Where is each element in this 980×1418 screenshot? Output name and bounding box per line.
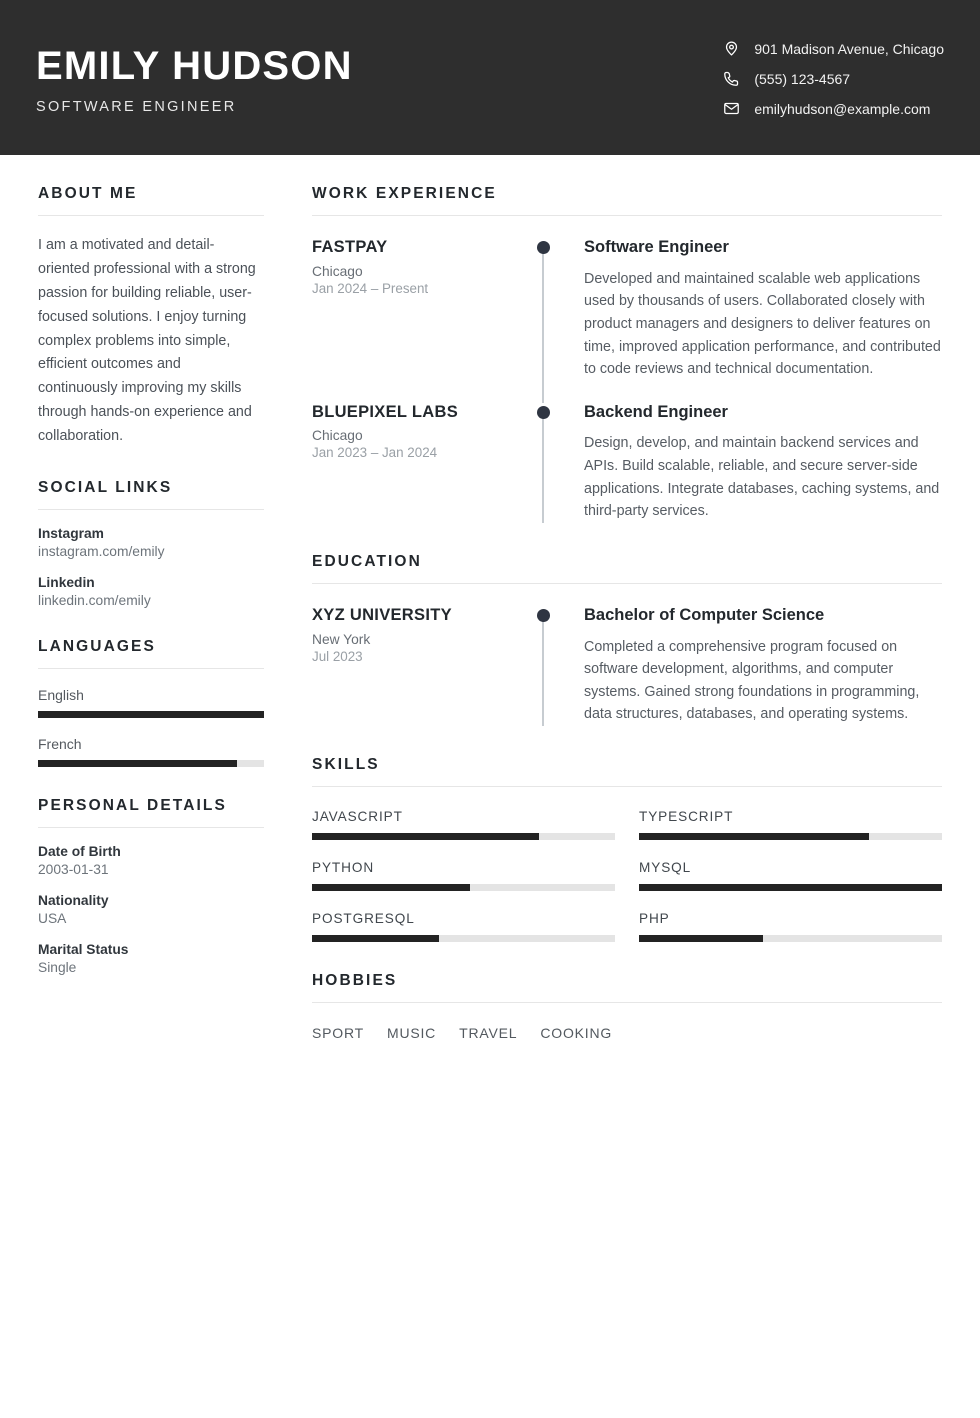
contact-phone-text: (555) 123-4567 [754,70,851,87]
personal-detail-item [38,844,264,877]
education-entry-meta [312,606,524,726]
language-level-bar [38,711,264,718]
skill-item [639,911,942,942]
header-identity [36,41,353,115]
section-divider [38,668,264,669]
personal-detail-value: Single [38,959,77,975]
timeline-dot-icon [537,609,550,622]
skill-name: PYTHON [312,859,375,875]
resume-body [0,155,980,1071]
education-entry-content [562,606,942,726]
skill-level-bar [312,884,615,891]
resume-header [0,0,980,155]
language-level-fill [38,760,237,767]
skills-title: SKILLS [312,755,380,773]
personal-detail-label: Date of Birth [38,843,121,859]
hobbies-title: HOBBIES [312,971,398,989]
skill-level-fill [639,935,763,942]
contact-email[interactable] [723,100,944,117]
candidate-name: EMILY HUDSON [36,43,353,88]
sidebar [0,155,300,1071]
education-title: EDUCATION [312,552,422,570]
education-location: New York [312,631,371,647]
work-entry-meta [312,403,524,523]
work-description: Design, develop, and maintain backend services and APIs. Build scalable, reliable, and secure server-side applications. Integrate databases, caching systems, and third-party services. [584,435,940,520]
education-dates: Jul 2023 [312,648,363,664]
work-entry [312,403,942,523]
social-url: linkedin.com/emily [38,592,151,608]
timeline-axis [524,238,562,381]
work-entry [312,238,942,381]
skill-name: TYPESCRIPT [639,808,734,824]
social-name: Instagram [38,525,104,541]
section-social-links [38,479,264,608]
hobby-item: TRAVEL [459,1024,518,1041]
language-name: English [38,686,84,703]
section-divider [312,786,942,787]
timeline-axis [524,403,562,523]
skill-name: MYSQL [639,859,692,875]
hobby-item: SPORT [312,1024,364,1041]
section-hobbies [312,972,942,1041]
personal-title: PERSONAL DETAILS [38,796,227,814]
language-item [38,736,264,767]
work-entry-content [562,238,942,381]
language-name: French [38,735,82,752]
education-degree: Bachelor of Computer Science [584,605,825,624]
personal-detail-label: Nationality [38,892,109,908]
skill-level-bar [312,833,615,840]
skills-grid [312,809,942,942]
skill-level-fill [312,833,539,840]
social-item[interactable] [38,526,264,559]
skill-name: POSTGRESQL [312,910,415,926]
education-description: Completed a comprehensive program focused on software development, algorithms, and computer systems. Gained strong foundations in programming, data structures, databases, and operating systems. [584,638,920,723]
contact-list [723,38,944,117]
personal-detail-item [38,893,264,926]
timeline-line [542,614,543,726]
section-divider [312,1002,942,1003]
work-entry-meta [312,238,524,381]
work-entry-content [562,403,942,523]
personal-detail-value: USA [38,910,67,926]
map-pin-icon [723,40,740,57]
language-item [38,687,264,718]
skill-level-bar [639,935,942,942]
skill-item [312,860,615,891]
skill-level-bar [312,935,615,942]
contact-phone[interactable] [723,70,944,87]
work-title: WORK EXPERIENCE [312,185,497,202]
section-divider [38,215,264,216]
section-skills [312,756,942,942]
work-dates: Jan 2023 – Jan 2024 [312,445,438,461]
envelope-icon [723,100,740,117]
section-work-experience [312,185,942,523]
phone-icon [723,70,740,87]
hobby-item: COOKING [540,1024,613,1041]
timeline-axis [524,606,562,726]
skill-item [639,809,942,840]
section-about [38,185,264,449]
language-level-bar [38,760,264,767]
skill-item [312,911,615,942]
work-dates: Jan 2024 – Present [312,280,429,296]
skill-level-fill [639,833,869,840]
timeline-line [542,411,543,523]
section-divider [312,215,942,216]
work-company: FASTPAY [312,238,388,256]
work-location: Chicago [312,263,363,279]
section-personal-details [38,797,264,975]
education-entry [312,606,942,726]
skill-level-fill [639,884,942,891]
skill-item [312,809,615,840]
education-school: XYZ UNIVERSITY [312,605,452,624]
about-text: I am a motivated and detail-oriented professional with a strong passion for building reliable, user-focused solutions. I enjoy turning complex problems into simple, efficient outcomes and continuously improving my skills through hands-on experience and collaboration. [38,237,256,444]
personal-detail-item [38,942,264,975]
section-divider [38,827,264,828]
section-languages [38,638,264,767]
personal-detail-value: 2003-01-31 [38,861,109,877]
work-location: Chicago [312,428,363,444]
hobbies-list [312,1025,942,1041]
contact-address-text: 901 Madison Avenue, Chicago [754,40,944,57]
social-title: SOCIAL LINKS [38,478,173,496]
section-divider [38,509,264,510]
section-education [312,553,942,726]
personal-detail-label: Marital Status [38,941,129,957]
contact-email-text: emilyhudson@example.com [754,100,931,117]
skill-name: PHP [639,910,670,926]
timeline-line [542,246,543,403]
languages-title: LANGUAGES [38,637,156,655]
about-title: ABOUT ME [38,185,138,202]
timeline-dot-icon [537,241,550,254]
skill-level-fill [312,935,439,942]
skill-level-bar [639,833,942,840]
social-name: Linkedin [38,574,95,590]
language-level-fill [38,711,264,718]
skill-level-bar [639,884,942,891]
main-column [300,155,980,1071]
contact-address[interactable] [723,40,944,57]
candidate-role: SOFTWARE ENGINEER [36,98,237,115]
skill-item [639,860,942,891]
work-company: BLUEPIXEL LABS [312,402,458,421]
timeline-dot-icon [537,406,550,419]
skill-level-fill [312,884,470,891]
work-job-title: Backend Engineer [584,402,728,421]
work-job-title: Software Engineer [584,238,729,256]
work-description: Developed and maintained scalable web applications used by thousands of users. Collaborated closely with product managers and designers to deliver features on time, improved application performance, and contributed to code reviews and technical documentation. [584,270,941,378]
skill-name: JAVASCRIPT [312,808,403,824]
hobby-item: MUSIC [386,1024,437,1041]
section-divider [312,583,942,584]
social-url: instagram.com/emily [38,543,165,559]
social-item[interactable] [38,575,264,608]
